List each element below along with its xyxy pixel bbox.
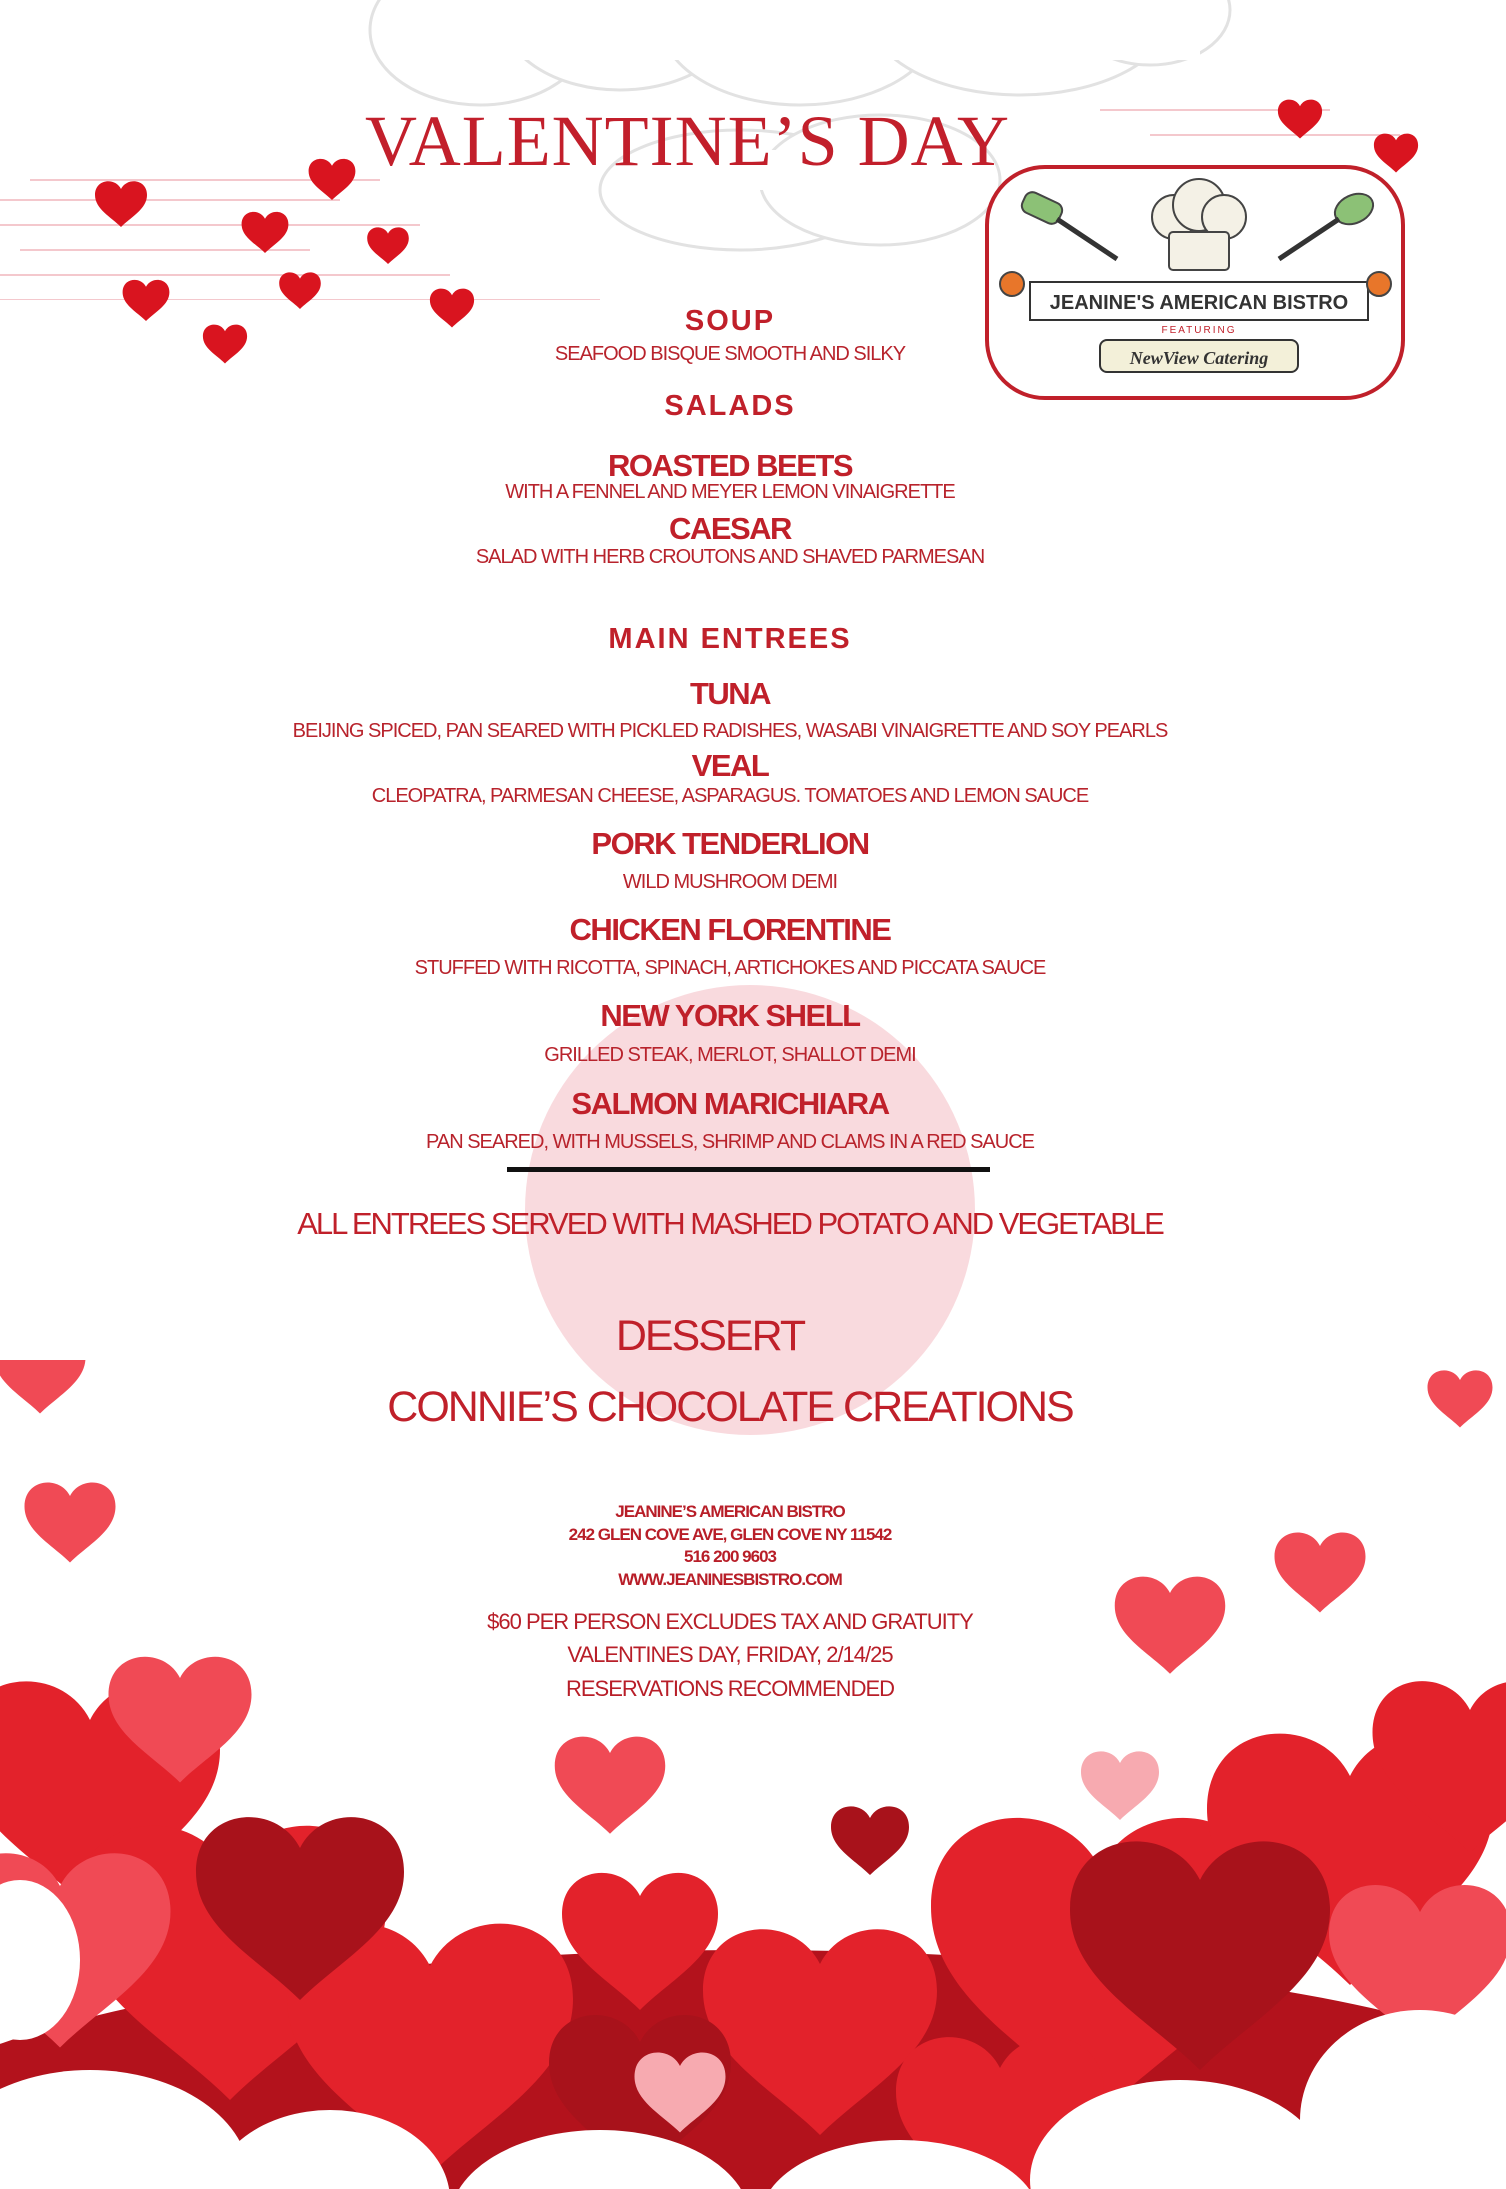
logo-name: JEANINE'S AMERICAN BISTRO bbox=[1029, 281, 1369, 321]
page-title: VALENTINE’S DAY bbox=[365, 101, 1010, 181]
tomato-icon bbox=[1364, 269, 1394, 299]
entree-desc: WILD MUSHROOM DEMI bbox=[622, 871, 838, 893]
logo-catering: NewView Catering bbox=[1099, 339, 1299, 373]
entree-name: TUNA bbox=[689, 676, 771, 711]
salads-heading: SALADS bbox=[664, 390, 796, 422]
chef-hat-icon bbox=[1139, 177, 1259, 277]
footer-date: VALENTINES DAY, FRIDAY, 2/14/25 bbox=[567, 1642, 893, 1667]
divider bbox=[507, 1167, 990, 1172]
footer-address: 242 GLEN COVE AVE, GLEN COVE NY 11542 bbox=[568, 1525, 892, 1544]
logo-featuring: FEATURING bbox=[1161, 325, 1237, 336]
entree-name: SALMON MARICHIARA bbox=[571, 1086, 889, 1121]
soup-heading: SOUP bbox=[684, 305, 776, 337]
spatula-icon bbox=[1017, 189, 1127, 269]
entree-desc: GRILLED STEAK, MERLOT, SHALLOT DEMI bbox=[544, 1044, 916, 1066]
entree-name: NEW YORK SHELL bbox=[600, 998, 860, 1033]
entree-name: CHICKEN FLORENTINE bbox=[569, 912, 891, 947]
entrees-heading: MAIN ENTREES bbox=[608, 623, 852, 655]
entree-desc: PAN SEARED, WITH MUSSELS, SHRIMP AND CLAMS IN A RED SAUCE bbox=[426, 1131, 1034, 1153]
entree-desc: CLEOPATRA, PARMESAN CHEESE, ASPARAGUS. TOMATOES AND LEMON SAUCE bbox=[371, 785, 1089, 807]
entree-name: PORK TENDERLION bbox=[591, 826, 869, 861]
spoon-icon bbox=[1269, 189, 1379, 269]
salad-name: ROASTED BEETS bbox=[607, 448, 853, 483]
entrees-note: ALL ENTREES SERVED WITH MASHED POTATO AND VEGETABLE bbox=[297, 1206, 1163, 1241]
footer-phone: 516 200 9603 bbox=[684, 1547, 776, 1566]
footer-price: $60 PER PERSON EXCLUDES TAX AND GRATUITY bbox=[487, 1609, 973, 1634]
dessert-name: CONNIE’S CHOCOLATE CREATIONS bbox=[387, 1383, 1073, 1431]
footer-reservations: RESERVATIONS RECOMMENDED bbox=[565, 1676, 895, 1701]
entree-desc: STUFFED WITH RICOTTA, SPINACH, ARTICHOKES AND PICCATA SAUCE bbox=[414, 957, 1046, 979]
salad-name: CAESAR bbox=[669, 511, 791, 546]
soup-desc: SEAFOOD BISQUE SMOOTH AND SILKY bbox=[554, 343, 906, 365]
entree-name: VEAL bbox=[691, 748, 769, 783]
salad-desc: SALAD WITH HERB CROUTONS AND SHAVED PARMESAN bbox=[475, 546, 985, 568]
salad-desc: WITH A FENNEL AND MEYER LEMON VINAIGRETTE bbox=[505, 481, 955, 503]
entree-desc: BEIJING SPICED, PAN SEARED WITH PICKLED RADISHES, WASABI VINAIGRETTE AND SOY PEARLS bbox=[292, 720, 1168, 742]
footer-restaurant: JEANINE’S AMERICAN BISTRO bbox=[615, 1502, 845, 1521]
footer-website: WWW.JEANINESBISTRO.COM bbox=[618, 1570, 842, 1589]
tomato-icon bbox=[997, 269, 1027, 299]
dessert-heading: DESSERT bbox=[615, 1312, 805, 1360]
